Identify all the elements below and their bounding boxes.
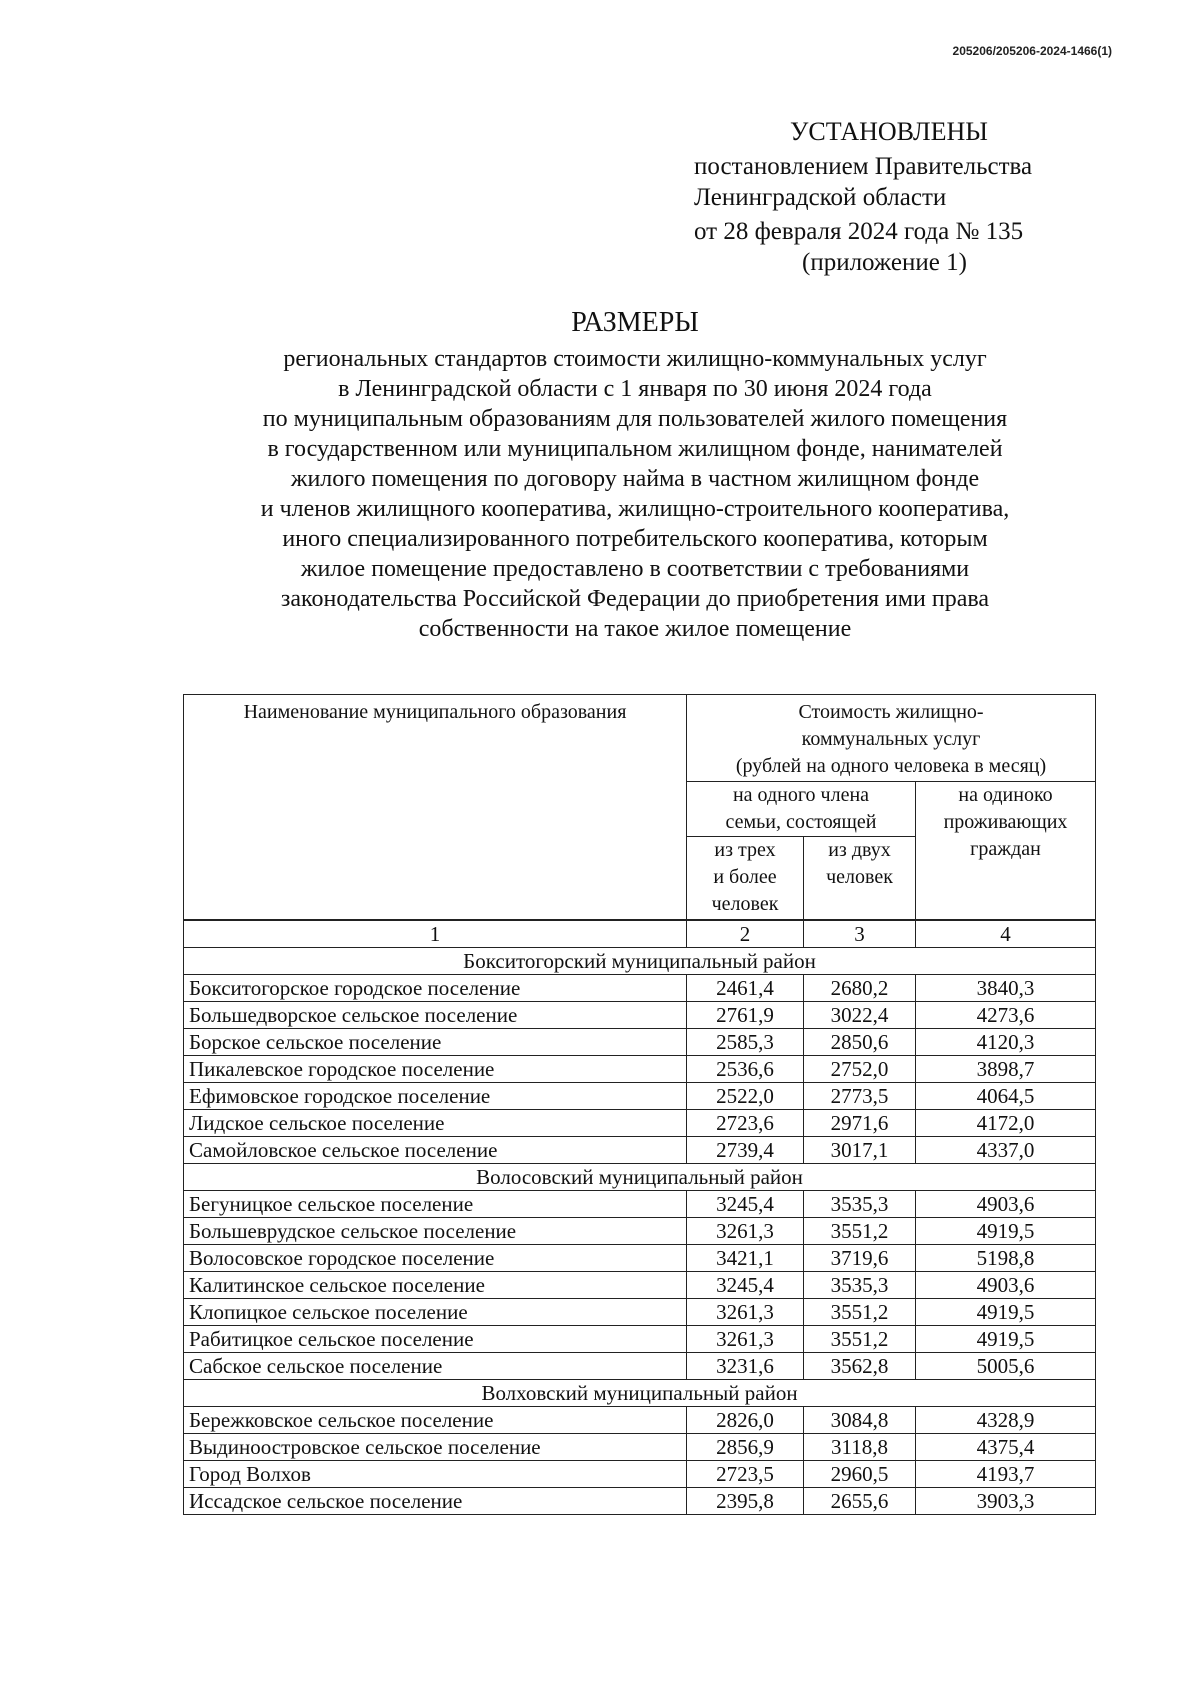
document-id: 205206/205206-2024-1466(1) [952, 44, 1112, 58]
table-row [184, 1272, 1096, 1299]
column-header-three-line: и более [713, 866, 777, 888]
approval-title: УСТАНОВЛЕНЫ [790, 117, 988, 146]
cost-three-plus: 3245,4 [687, 1191, 804, 1218]
approval-annex: (приложение 1) [802, 249, 967, 276]
cost-single: 4903,6 [916, 1191, 1096, 1218]
column-header-cost-line: коммунальных услуг [801, 728, 981, 750]
cost-three-plus: 3261,3 [687, 1218, 804, 1245]
cost-three-plus: 3245,4 [687, 1272, 804, 1299]
cost-three-plus: 2826,0 [687, 1407, 804, 1434]
column-header-three-line: человек [711, 893, 779, 915]
cost-single: 4172,0 [916, 1110, 1096, 1137]
cost-two: 3562,8 [804, 1353, 916, 1380]
cost-single: 4919,5 [916, 1218, 1096, 1245]
heading-line: иного специализированного потребительского кооператива, которым [282, 526, 988, 552]
column-header-family-member [687, 782, 916, 837]
column-header-single-line: граждан [970, 838, 1041, 860]
cost-two: 2773,5 [804, 1083, 916, 1110]
cost-three-plus: 2761,9 [687, 1002, 804, 1029]
cost-three-plus: 2461,4 [687, 975, 804, 1002]
district-row [184, 1380, 1096, 1407]
cost-two: 2850,6 [804, 1029, 916, 1056]
column-header-cost-line: Стоимость жилищно- [798, 701, 984, 723]
cost-two: 3118,8 [804, 1434, 916, 1461]
heading-line: по муниципальным образованиям для пользователей жилого помещения [262, 406, 1008, 432]
column-header-municipality [184, 695, 687, 921]
cost-single: 4120,3 [916, 1029, 1096, 1056]
cost-single: 4193,7 [916, 1461, 1096, 1488]
table-row [184, 1002, 1096, 1029]
table-row [184, 1083, 1096, 1110]
approval-line-1: постановлением Правительства [694, 153, 1033, 180]
settlement-name: Иссадское сельское поселение [184, 1488, 687, 1515]
settlement-name: Самойловское сельское поселение [184, 1137, 687, 1164]
column-header-municipality-text: Наименование муниципального образования [243, 701, 627, 723]
cost-two: 3719,6 [804, 1245, 916, 1272]
cost-single: 5198,8 [916, 1245, 1096, 1272]
cost-single: 4919,5 [916, 1326, 1096, 1353]
column-header-two [804, 837, 916, 921]
rates-table [183, 694, 1096, 1515]
column-header-single-line: на одиноко [958, 784, 1053, 806]
column-number: 3 [804, 920, 916, 948]
cost-three-plus: 2536,6 [687, 1056, 804, 1083]
cost-single: 4337,0 [916, 1137, 1096, 1164]
settlement-name: Ефимовское городское поселение [184, 1083, 687, 1110]
district-row [184, 1164, 1096, 1191]
settlement-name: Клопицкое сельское поселение [184, 1299, 687, 1326]
column-number: 2 [687, 920, 804, 948]
cost-single: 4328,9 [916, 1407, 1096, 1434]
cost-two: 3084,8 [804, 1407, 916, 1434]
table-row [184, 1407, 1096, 1434]
approval-date: от 28 февраля 2024 года № 135 [694, 218, 1024, 245]
settlement-name: Бегуницкое сельское поселение [184, 1191, 687, 1218]
settlement-name: Большеврудское сельское поселение [184, 1218, 687, 1245]
table-row [184, 1218, 1096, 1245]
heading-line: региональных стандартов стоимости жилищно-коммунальных услуг [283, 346, 987, 372]
settlement-name: Город Волхов [184, 1461, 687, 1488]
settlement-name: Сабское сельское поселение [184, 1353, 687, 1380]
cost-single: 4903,6 [916, 1272, 1096, 1299]
table-header [184, 695, 1096, 921]
district-name: Волховский муниципальный район [184, 1380, 1096, 1407]
heading-line: в государственном или муниципальном жилищном фонде, нанимателей [267, 436, 1003, 462]
table-row [184, 1299, 1096, 1326]
cost-two: 3535,3 [804, 1191, 916, 1218]
document-heading [180, 306, 1090, 644]
cost-single: 4064,5 [916, 1083, 1096, 1110]
settlement-name: Борское сельское поселение [184, 1029, 687, 1056]
column-number: 1 [184, 920, 687, 948]
heading-line: жилого помещения по договору найма в частном жилищном фонде [290, 466, 980, 492]
cost-two: 3022,4 [804, 1002, 916, 1029]
approval-line-2: Ленинградской области [694, 184, 947, 211]
table-body [184, 920, 1096, 1515]
table-row [184, 1056, 1096, 1083]
cost-two: 2680,2 [804, 975, 916, 1002]
cost-single: 3898,7 [916, 1056, 1096, 1083]
heading-line: законодательства Российской Федерации до приобретения ими права [280, 586, 990, 612]
column-header-family-line: семьи, состоящей [725, 811, 877, 833]
column-header-single-line: проживающих [943, 811, 1068, 833]
column-header-two-line: человек [826, 866, 893, 888]
heading-line: собственности на такое жилое помещение [418, 616, 852, 642]
table-row [184, 1488, 1096, 1515]
cost-two: 2655,6 [804, 1488, 916, 1515]
document-title: РАЗМЕРЫ [571, 307, 699, 338]
table-row [184, 975, 1096, 1002]
cost-three-plus: 2723,5 [687, 1461, 804, 1488]
settlement-name: Рабитицкое сельское поселение [184, 1326, 687, 1353]
settlement-name: Большедворское сельское поселение [184, 1002, 687, 1029]
cost-single: 4375,4 [916, 1434, 1096, 1461]
settlement-name: Бокситогорское городское поселение [184, 975, 687, 1002]
column-header-cost-line: (рублей на одного человека в месяц) [735, 755, 1047, 777]
table-row [184, 1353, 1096, 1380]
settlement-name: Бережковское сельское поселение [184, 1407, 687, 1434]
cost-three-plus: 2522,0 [687, 1083, 804, 1110]
cost-single: 5005,6 [916, 1353, 1096, 1380]
cost-two: 3551,2 [804, 1326, 916, 1353]
cost-three-plus: 3231,6 [687, 1353, 804, 1380]
column-number-row [184, 920, 1096, 948]
table-row [184, 1326, 1096, 1353]
district-row [184, 948, 1096, 975]
column-header-cost [687, 695, 1096, 782]
cost-three-plus: 2739,4 [687, 1137, 804, 1164]
cost-three-plus: 3261,3 [687, 1299, 804, 1326]
cost-single: 4273,6 [916, 1002, 1096, 1029]
column-header-two-line: из двух [828, 839, 891, 861]
column-header-single [916, 782, 1096, 921]
heading-line: в Ленинградской области с 1 января по 30 июня 2024 года [338, 376, 932, 402]
table-row [184, 1461, 1096, 1488]
cost-single: 3903,3 [916, 1488, 1096, 1515]
settlement-name: Волосовское городское поселение [184, 1245, 687, 1272]
column-header-three-plus [687, 837, 804, 921]
cost-three-plus: 3421,1 [687, 1245, 804, 1272]
cost-single: 3840,3 [916, 975, 1096, 1002]
column-header-three-line: из трех [714, 839, 776, 861]
settlement-name: Пикалевское городское поселение [184, 1056, 687, 1083]
approval-block [694, 116, 1094, 278]
table-row [184, 1137, 1096, 1164]
cost-two: 2752,0 [804, 1056, 916, 1083]
column-number: 4 [916, 920, 1096, 948]
table-row [184, 1029, 1096, 1056]
heading-line: жилое помещение предоставлено в соответствии с требованиями [300, 556, 970, 582]
cost-two: 3017,1 [804, 1137, 916, 1164]
cost-three-plus: 3261,3 [687, 1326, 804, 1353]
column-header-family-line: на одного члена [732, 784, 870, 806]
district-name: Волосовский муниципальный район [184, 1164, 1096, 1191]
cost-two: 2971,6 [804, 1110, 916, 1137]
table-row [184, 1434, 1096, 1461]
table-row [184, 1245, 1096, 1272]
settlement-name: Калитинское сельское поселение [184, 1272, 687, 1299]
cost-three-plus: 2723,6 [687, 1110, 804, 1137]
cost-three-plus: 2395,8 [687, 1488, 804, 1515]
cost-two: 3551,2 [804, 1299, 916, 1326]
district-name: Бокситогорский муниципальный район [184, 948, 1096, 975]
heading-line: и членов жилищного кооператива, жилищно-строительного кооператива, [260, 496, 1010, 522]
table-row [184, 1110, 1096, 1137]
cost-three-plus: 2585,3 [687, 1029, 804, 1056]
settlement-name: Выдиноостровское сельское поселение [184, 1434, 687, 1461]
cost-two: 3551,2 [804, 1218, 916, 1245]
cost-single: 4919,5 [916, 1299, 1096, 1326]
cost-two: 2960,5 [804, 1461, 916, 1488]
settlement-name: Лидское сельское поселение [184, 1110, 687, 1137]
cost-three-plus: 2856,9 [687, 1434, 804, 1461]
cost-two: 3535,3 [804, 1272, 916, 1299]
table-row [184, 1191, 1096, 1218]
